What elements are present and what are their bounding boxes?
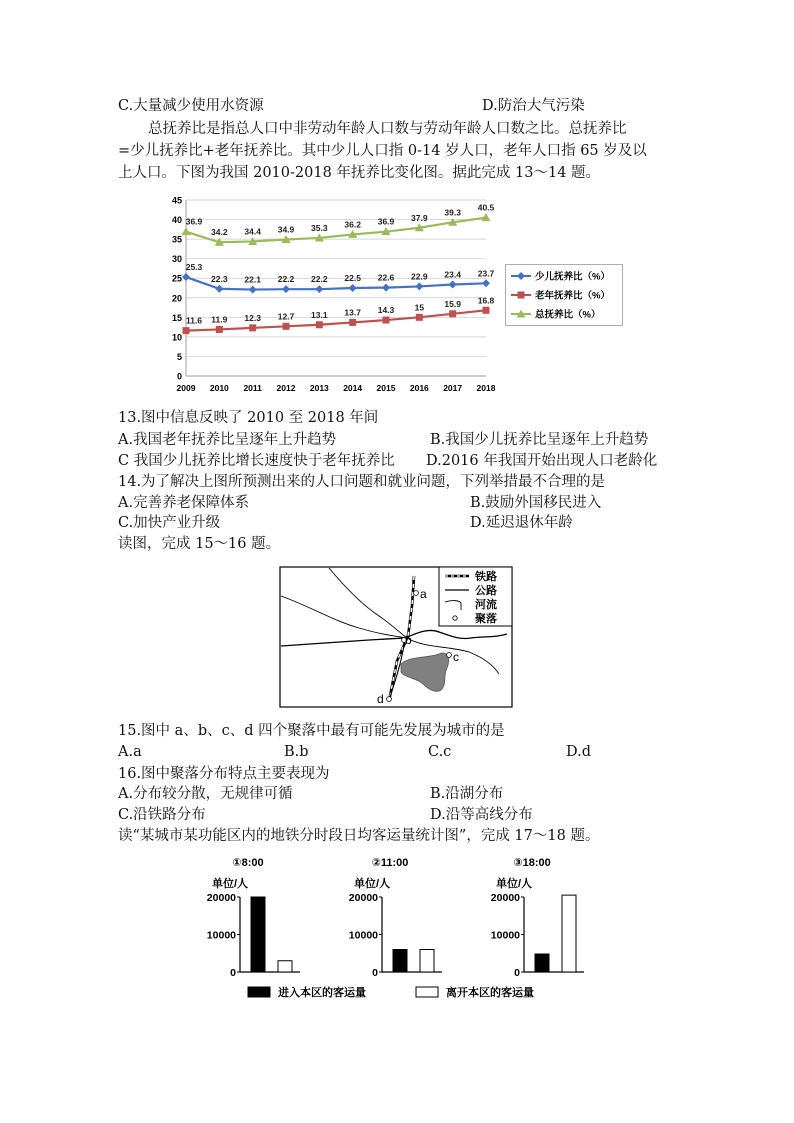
data-point xyxy=(249,324,256,331)
data-label: 40.5 xyxy=(477,202,495,213)
data-point xyxy=(449,310,456,317)
data-label: 35.3 xyxy=(311,222,328,233)
bar-leave xyxy=(420,950,434,973)
label-d: d xyxy=(377,692,384,706)
legend-marker xyxy=(518,292,525,299)
y-tick-label: 20000 xyxy=(206,892,236,904)
y-tick-label: 15 xyxy=(171,312,182,323)
data-label: 36.9 xyxy=(185,216,203,227)
question-14: 14.为了解决上图所预测出来的人口问题和就业问题，下列举措最不合理的是 xyxy=(118,474,606,490)
data-label: 37.9 xyxy=(411,212,428,223)
y-tick-label: 10000 xyxy=(348,929,378,942)
intro-paragraph-line1: 总抚养比是指总人口中非劳动年龄人口数与劳动年龄人口数之比。总抚养比 xyxy=(148,121,627,137)
data-label: 34.4 xyxy=(244,226,261,237)
x-tick-label: 2009 xyxy=(176,383,196,393)
legend-railway: 铁路 xyxy=(475,571,497,583)
legend-leave-label: 离开本区的客运量 xyxy=(446,987,534,999)
y-tick-label: 5 xyxy=(176,351,182,362)
data-label: 36.9 xyxy=(377,216,395,227)
y-tick-label: 20000 xyxy=(490,892,520,904)
data-label: 22.2 xyxy=(277,274,295,285)
q13-option-d: D.2016 年我国开始出现人口老龄化 xyxy=(426,453,658,469)
panel-title: ②11:00 xyxy=(371,857,409,869)
x-tick-label: 2011 xyxy=(243,383,262,393)
label-a: a xyxy=(420,587,427,601)
panel-unit: 单位/人 xyxy=(353,878,391,890)
settlement-a xyxy=(414,591,419,596)
panel-unit: 单位/人 xyxy=(495,878,533,890)
data-label: 22.2 xyxy=(311,274,328,285)
label-c: c xyxy=(453,650,459,664)
bar-enter xyxy=(393,950,407,973)
settlement-d xyxy=(387,697,392,702)
data-label: 12.3 xyxy=(244,312,261,323)
data-label: 11.6 xyxy=(185,315,203,326)
option-13-prev-d: D.防治大气污染 xyxy=(482,98,585,114)
bar-enter xyxy=(535,954,549,972)
data-label: 22.1 xyxy=(244,274,261,285)
legend-road: 公路 xyxy=(475,585,497,597)
bar-leave xyxy=(562,895,576,972)
subway-bar-charts xyxy=(190,852,590,1002)
q14-option-c: C.加快产业升级 xyxy=(118,515,221,531)
data-label: 13.1 xyxy=(311,309,328,320)
legend-label: 老年抚养比（%） xyxy=(535,290,610,302)
y-tick-label: 0 xyxy=(230,967,236,979)
y-tick-label: 45 xyxy=(171,195,182,206)
bar-panel xyxy=(207,857,300,979)
question-13: 13.图中信息反映了 2010 至 2018 年间 xyxy=(118,410,379,426)
q16-option-d: D.沿等高线分布 xyxy=(430,807,533,823)
q16-option-b: B.沿湖分布 xyxy=(430,786,504,802)
y-tick-label: 0 xyxy=(176,371,182,382)
data-label: 16.8 xyxy=(477,295,495,306)
option-13-prev-c: C.大量减少使用水资源 xyxy=(118,98,264,114)
x-tick-label: 2013 xyxy=(309,383,329,393)
y-tick-label: 35 xyxy=(171,234,182,245)
label-b: b xyxy=(405,633,412,647)
data-label: 34.2 xyxy=(211,227,228,238)
dependency-ratio-chart xyxy=(162,188,502,400)
x-tick-label: 2015 xyxy=(376,383,396,393)
q15-option-d: D.d xyxy=(566,744,591,760)
y-tick-label: 25 xyxy=(171,273,182,284)
q15-option-c: C.c xyxy=(428,744,452,760)
legend-label: 总抚养比（%） xyxy=(535,309,601,321)
legend-river: 河流 xyxy=(475,599,497,611)
read-map-instruction: 读图，完成 15～16 题。 xyxy=(118,536,281,552)
data-label: 23.7 xyxy=(477,268,495,279)
x-tick-label: 2017 xyxy=(443,383,463,393)
data-label: 15.9 xyxy=(444,298,461,309)
x-tick-label: 2014 xyxy=(343,383,363,393)
y-tick-label: 0 xyxy=(372,967,378,979)
data-label: 11.9 xyxy=(211,314,228,325)
q14-option-b: B.鼓励外国移民进入 xyxy=(470,495,602,511)
legend-leave-swatch xyxy=(416,987,438,997)
q13-option-a: A.我国老年抚养比呈逐年上升趋势 xyxy=(118,432,337,448)
data-label: 39.3 xyxy=(444,207,461,218)
x-tick-label: 2012 xyxy=(276,383,296,393)
data-point xyxy=(349,319,356,326)
legend-settlement: 聚落 xyxy=(475,613,497,625)
data-point xyxy=(483,307,490,314)
q15-option-b: B.b xyxy=(284,744,309,760)
data-label: 15 xyxy=(414,302,425,313)
data-label: 13.7 xyxy=(344,307,361,318)
q14-option-d: D.延迟退休年龄 xyxy=(470,515,573,531)
intro-paragraph-line3: 上人口。下图为我国 2010-2018 年抚养比变化图。据此完成 13～14 题。 xyxy=(118,165,601,181)
data-label: 22.5 xyxy=(344,273,361,283)
y-tick-label: 20 xyxy=(171,293,182,304)
y-tick-label: 40 xyxy=(171,215,182,226)
bar-enter xyxy=(251,897,265,972)
y-tick-label: 10000 xyxy=(206,929,236,942)
q16-option-c: C.沿铁路分布 xyxy=(118,807,206,823)
bar-leave xyxy=(278,961,292,972)
x-tick-label: 2016 xyxy=(409,383,429,393)
data-point xyxy=(283,323,290,330)
read-subway-instruction: 读“某城市某功能区内的地铁分时段日均客运量统计图”，完成 17～18 题。 xyxy=(118,828,600,844)
data-point xyxy=(383,317,390,324)
x-tick-label: 2010 xyxy=(209,383,229,393)
data-point xyxy=(316,321,323,328)
dependency-chart-legend xyxy=(505,264,623,326)
intro-paragraph-line2: =少儿抚养比+老年抚养比。其中少儿人口指 0-14 岁人口，老年人口指 65 岁及以 xyxy=(118,143,647,159)
y-tick-label: 10 xyxy=(171,332,182,343)
data-label: 12.7 xyxy=(277,311,295,322)
y-tick-label: 0 xyxy=(514,967,520,979)
panel-title: ③18:00 xyxy=(513,857,551,869)
legend-enter-swatch xyxy=(248,987,270,997)
q13-option-b: B.我国少儿抚养比呈逐年上升趋势 xyxy=(430,432,649,448)
bar-panel xyxy=(491,857,584,979)
data-label: 23.4 xyxy=(444,269,461,280)
panel-title: ①8:00 xyxy=(232,857,264,869)
data-label: 22.3 xyxy=(211,273,228,284)
legend-label: 少儿抚养比（%） xyxy=(535,271,610,283)
q15-option-a: A.a xyxy=(118,744,142,760)
y-tick-label: 20000 xyxy=(348,892,378,904)
y-tick-label: 30 xyxy=(171,254,182,265)
data-point xyxy=(416,314,423,321)
data-label: 22.6 xyxy=(377,272,395,283)
q14-option-a: A.完善养老保障体系 xyxy=(118,495,250,511)
x-tick-label: 2018 xyxy=(476,383,496,393)
q13-option-c: C 我国少儿抚养比增长速度快于老年抚养比 xyxy=(118,453,395,469)
data-label: 22.9 xyxy=(411,271,428,282)
data-label: 36.2 xyxy=(344,219,361,230)
bar-panel xyxy=(349,857,442,979)
panel-unit: 单位/人 xyxy=(211,878,249,890)
y-tick-label: 10000 xyxy=(490,929,520,942)
data-label: 34.9 xyxy=(277,224,295,235)
data-label: 14.3 xyxy=(377,305,395,316)
q16-option-a: A.分布较分散，无规律可循 xyxy=(118,786,293,802)
settlement-c xyxy=(447,653,452,658)
question-15: 15.图中 a、b、c、d 四个聚落中最有可能先发展为城市的是 xyxy=(118,723,505,739)
legend-enter-label: 进入本区的客运量 xyxy=(278,987,366,999)
data-label: 25.3 xyxy=(185,262,203,273)
data-point xyxy=(183,327,190,334)
data-point xyxy=(216,326,223,333)
question-16: 16.图中聚落分布特点主要表现为 xyxy=(118,766,330,782)
settlement-map xyxy=(279,566,513,708)
